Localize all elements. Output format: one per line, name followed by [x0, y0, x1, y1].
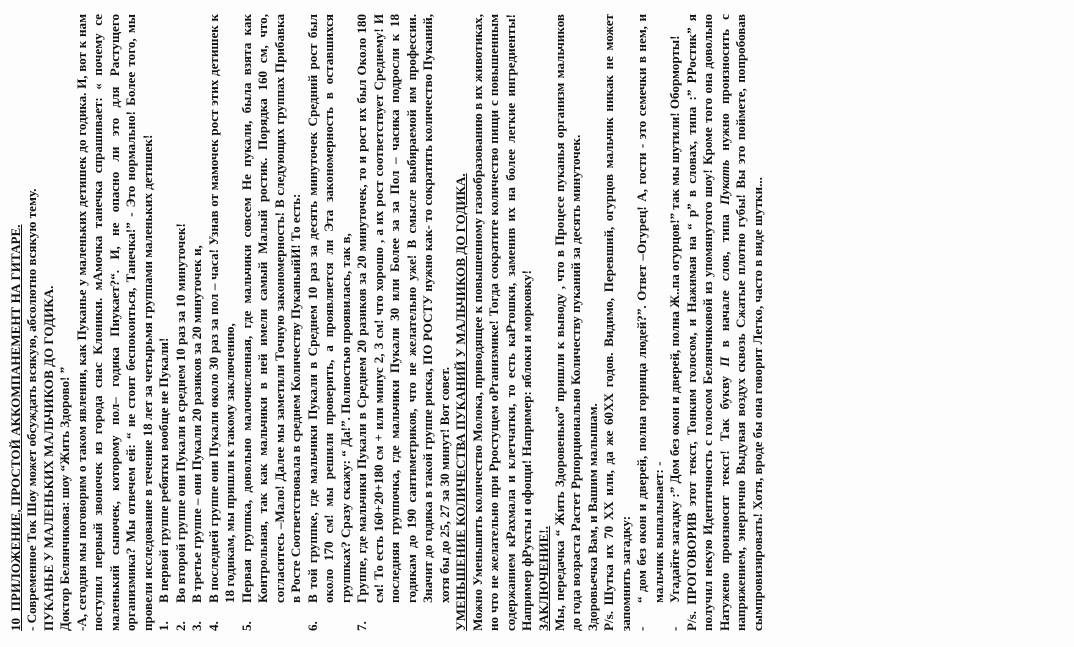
list-text: В той группке, где мальчики Пукали в Среднем 10 раз за десять минуточек Средний рост был около 170 см! мы решили проверить, а проявляется ли Эта закономерность в оставшихся группках? Сразу скажу: “ Да!”. Полностью проявилась, так в, — [304, 14, 353, 603]
list-number: 4. — [205, 621, 221, 631]
list-text: Во второй группе они Пукали в среднем 10 раз за 10 минуточек! — [172, 223, 188, 603]
postscript-voice-mid: в начале слов, типа — [716, 204, 732, 357]
document-title: 10_ПРИЛОЖЕНИЕ, ПРОСТОЙ АККОМПАНЕМЕНТ НА ГИТАРЕ. — [8, 224, 23, 631]
list-number: 1. — [156, 621, 172, 631]
postscript-voice — [684, 14, 766, 631]
intro-line: - Современное Ток Шоу может обсуждать всякую, абсолютно всякую тему. — [24, 188, 40, 631]
list-text: В третье группе – они Пукали 20 разиков за 20 минуточек и, — [189, 245, 205, 603]
list-item — [189, 14, 205, 631]
list-text: “ дом без окон и дверей, полна горница людей?”. Ответ –Огурец! А, гости - это семечки в нем, и мальчик выпалывает: - — [634, 14, 666, 603]
list-number: 3. — [189, 621, 205, 631]
section-heading-main: ПУКАНЬЕ У МАЛЕНЬКИХ МАЛЬЧИКОВ ДО ГОДИКА. — [40, 285, 56, 631]
list-number: 5. — [238, 621, 254, 631]
list-item — [667, 14, 683, 631]
list-number: 6. — [304, 621, 320, 631]
list-dash: - — [667, 626, 683, 631]
list-text: Группе, где мальчики Пукали в Среднем 20 разиков за 20 минуточек, то и рост их был Около 180 см! То есть 160+20+180 см + или минус 2, 3 см! что хорошо , а их рост соответствует Среднему! И последняя группочка, где мальчики Пукали 30 или Более за за Пол – часика подросли к 18 годикам до 190 сантиметриков, что не желательно уже! В смысле выбираемой им профессии. Значит до годика в такой группе риска, ПО РОСТУ нужно как- то сократить количество Пуканий, хотя бы до 25, 27 за 30 минут! Вот совет. — [354, 14, 452, 603]
paragraph-reduction: Можно Уменьшить количество Молока, приводящее к повышенному газообразованию в их животиках, но что не желательно при Рростущем оРганизмике! Тогда сократите количество пищи с повышенным содержанием кРахмала и клетчатки, то есть каРтошки, заменив их на более легкие ингредиенты! Например фРукты и офощи! Например: яблоки и морковку! — [469, 14, 535, 631]
paragraph-conclusion: Мы, передачка “ Жить Здоровенько” пришли к выводу , что в Процесе пуканья организм мальчиков до года возраста Растет Ррпорционально Количеству пуканий за десять минуточек. — [551, 14, 584, 631]
paragraph-wishes: Здоровьечка Вам, и Вашим малышам. — [584, 403, 600, 631]
list-number: 7. — [354, 621, 370, 631]
list-item — [206, 14, 239, 631]
postscript-voice-letter: П — [716, 356, 732, 367]
list-item — [173, 14, 189, 631]
paragraph-intro: -А, сегодня мы поговорим о таком явлении, как Пуканье у маленьких детишек до годика. И, вот к нам поступил первый звоночек из города снас Клоники. мАмочка танечка спрашивает: « почему се маленький сыночек, которому пол– годика Пиукает?“. И, не опасно ли это для Растущего организмика? Мы отвечем ей: “ не стоит беспокоиться, Танечка!” - Это нормально! Более того, мы провели исследование в течение 18 лет за четырьмя группами маленьких детишек! — [73, 14, 155, 631]
list-item — [156, 14, 172, 631]
postscript-joke: P/s. Шутка их 70 ХХ или, да же 60ХХ годов. Видимо, Перевший, огурцов мальчик никак не может запомнить загадку: — [601, 14, 633, 631]
list-dash: - — [634, 626, 650, 631]
section-heading-conclusion: ЗАКЛЮЧЕНИЕ!. — [535, 526, 551, 631]
list-item — [354, 14, 453, 631]
dash-list — [634, 14, 683, 631]
list-item — [634, 14, 667, 631]
host-line: Доктор Белянчикова: шоу “Жить Здорово! ” — [57, 366, 73, 631]
list-number: 2. — [172, 621, 188, 631]
postscript-voice-tail: нужно произносить с напряжением, энергично Выдувая воздух сквозь Сжатые плотно губы! Вы это поймете, попробовав сымпровизировать! Хотя, вроде бы она говорит Легко, часто в виде шутки... — [716, 14, 765, 631]
postscript-voice-word: Пукать — [716, 159, 732, 205]
list-item — [305, 14, 354, 631]
postscript-voice-lead: P/s. ПРОГОВОРИВ этот текст, Тонким голосом, и Нажимая на “ р” в словах, типа :” РРостик” я получил некую Идентичность с голосом Белянчиковой из упомянутого шоу! Кроме того она довольно Натужено произносит текст! Так букву — [683, 14, 732, 631]
list-item — [239, 14, 305, 631]
list-text: В последней группе они Пукали около 30 раз за пол – часа! Узнав от мамочек рост этих детишек к 18 годикам, мы пришли к такому заключению, — [205, 14, 238, 603]
numbered-list — [156, 14, 453, 631]
section-heading-reduction: УМЕНЬШЕНИЕ КОЛИЧЕСТВА ПУКАНИЙ У МАЛЬЧИКОВ ДО ГОДИКА. — [453, 173, 469, 631]
list-text: Угадайте загадку :” Дом без окон и дверей, полна Ж..па огурцов!” так мы шутили! Оборморты! — [667, 35, 683, 603]
list-text: Первая группка, довольно малочисленная, где мальчики совсем Не пукали, была взята как Контрольная, так как мальчики в ней имели самый Малый ростик. Порядка 160 см, что, согласитесь –Мало! Далее мы заметили Точную закономерность! В следующих группах Прибавка в Росте Соответствовала в среднем Количеству ПуканьийИ! То есть: — [238, 14, 304, 603]
list-text: В первой группе ребятки вообще не Пукали! — [156, 337, 172, 603]
